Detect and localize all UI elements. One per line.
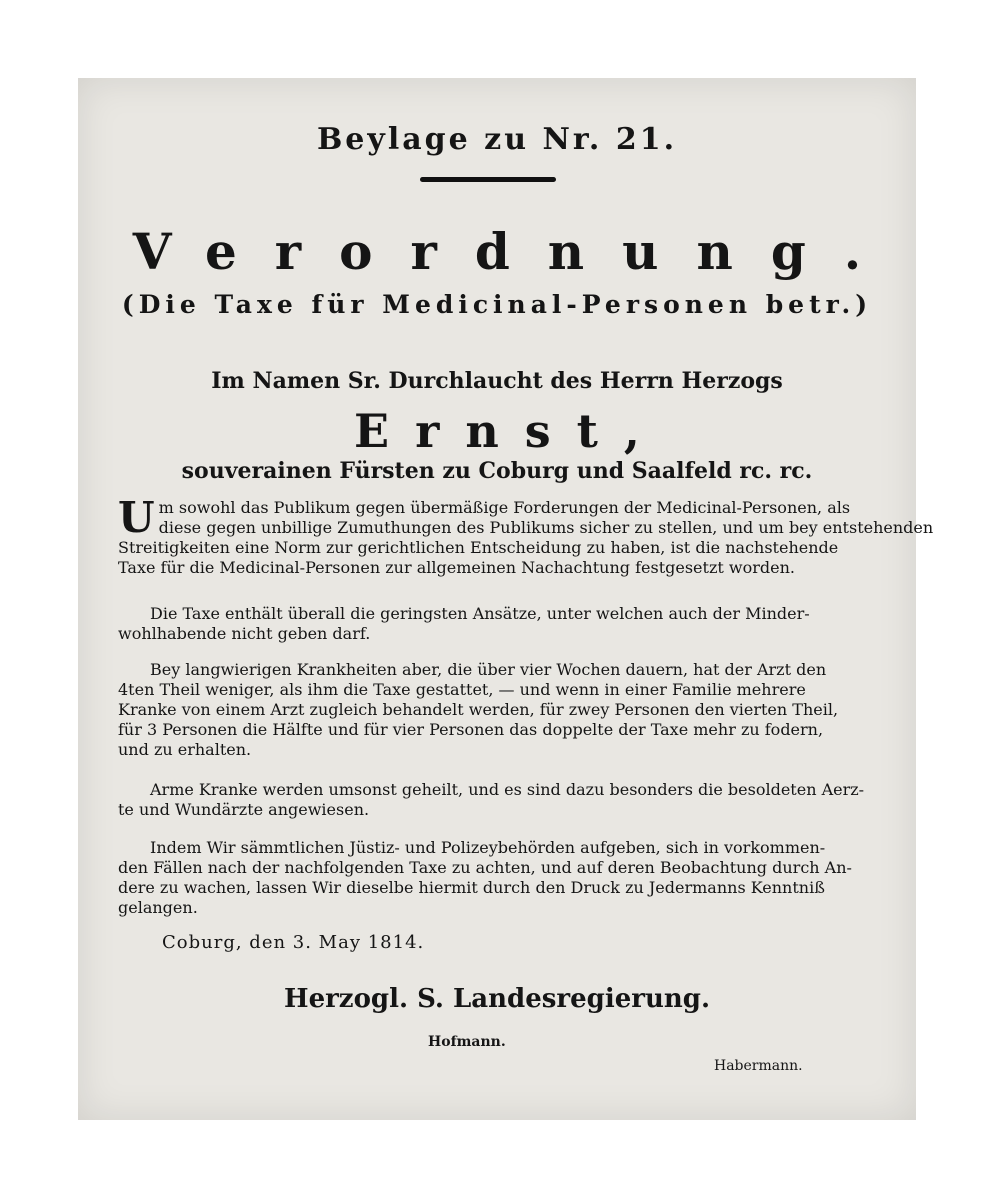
paragraph-line: Taxe für die Medicinal-Personen zur allgemeinen Nachachtung festgesetzt worden. [118, 558, 795, 577]
paragraph-line: Kranke von einem Arzt zugleich behandelt werden, für zwey Personen den vierten Theil, [118, 700, 839, 719]
signature-hofmann: Hofmann. [428, 1034, 506, 1050]
supplement-heading: Beylage zu Nr. 21. [316, 122, 678, 157]
paragraph-line: Arme Kranke werden umsonst geheilt, und es sind dazu besonders die besoldeten Aerz- [150, 780, 865, 799]
document-subtitle: (Die Taxe für Medicinal-Personen betr.) [121, 290, 873, 319]
issuing-authority: Herzogl. S. Landesregierung. [284, 984, 710, 1014]
paragraph-line: wohlhabende nicht geben darf. [118, 624, 371, 643]
duke-title-line: souverainen Fürsten zu Coburg und Saalfeld rc. rc. [181, 458, 813, 484]
duke-name: Ernst, [354, 404, 666, 458]
paragraph-2 [118, 604, 888, 644]
paragraph-3 [118, 660, 888, 760]
drop-cap: U [118, 493, 155, 542]
paragraph-line: den Fällen nach der nachfolgenden Taxe zu achten, und auf deren Beobachtung durch An- [118, 858, 852, 877]
paragraph-line: Indem Wir sämmtlichen Jüstiz- und Polizeybehörden aufgeben, sich in vorkommen- [150, 838, 826, 857]
paragraph-line: 4ten Theil weniger, als ihm die Taxe gestattet, — und wenn in einer Familie mehrere [118, 680, 806, 699]
decorative-rule [420, 177, 556, 182]
paragraph-line: m sowohl das Publikum gegen übermäßige Forderungen der Medicinal-Personen, als [158, 498, 851, 517]
date-line: Coburg, den 3. May 1814. [162, 932, 425, 953]
paragraph-4 [118, 780, 888, 820]
paragraph-1 [118, 493, 934, 578]
paragraph-line: für 3 Personen die Hälfte und für vier Personen das doppelte der Taxe mehr zu fodern, [118, 720, 824, 739]
paragraph-line: dere zu wachen, lassen Wir dieselbe hiermit durch den Druck zu Jedermanns Kenntniß [118, 878, 825, 897]
document-title: Verordnung. [132, 222, 900, 281]
paragraph-line: Streitigkeiten eine Norm zur gerichtlichen Entscheidung zu haben, ist die nachstehende [118, 538, 839, 557]
paragraph-5 [118, 838, 888, 918]
preamble-line: Im Namen Sr. Durchlaucht des Herrn Herzogs [211, 368, 783, 394]
paragraph-line: Die Taxe enthält überall die geringsten Ansätze, unter welchen auch der Minder- [150, 604, 810, 623]
paragraph-line: und zu erhalten. [118, 740, 252, 759]
paragraph-line: gelangen. [118, 898, 198, 917]
signature-habermann: Habermann. [714, 1058, 803, 1074]
paragraph-line: te und Wundärzte angewiesen. [118, 800, 370, 819]
paragraph-line: diese gegen unbillige Zumuthungen des Publikums sicher zu stellen, und um bey entstehenden [158, 518, 934, 537]
paragraph-line: Bey langwierigen Krankheiten aber, die über vier Wochen dauern, hat der Arzt den [150, 660, 827, 679]
